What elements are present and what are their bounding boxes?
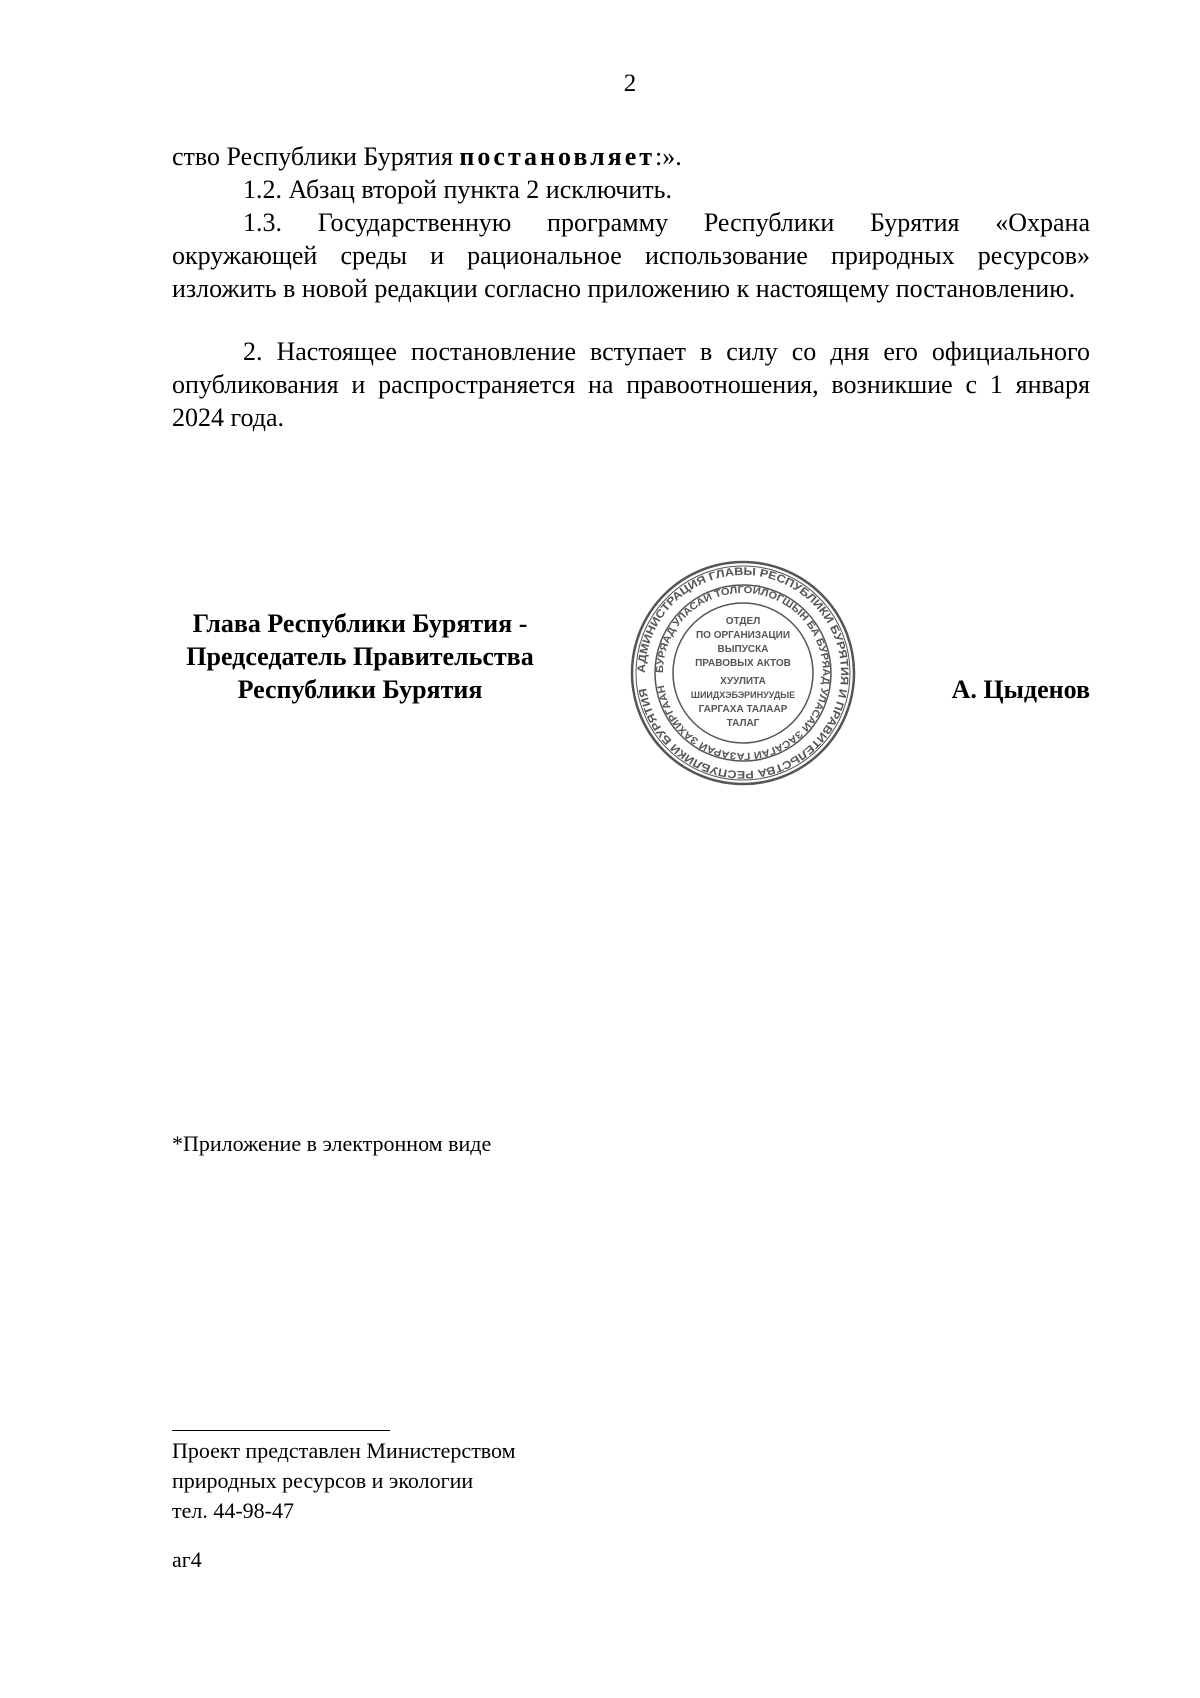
signatory-title-line: Председатель Правительства (186, 642, 534, 671)
seal-center-line: ТАЛАГ (726, 718, 760, 729)
signatory-title-line: Глава Республики Бурятия - (192, 609, 528, 638)
paragraph-continuation-suffix: :». (655, 142, 682, 171)
seal-center-line: ШИИДХЭБЭРИНУУДЫЕ (690, 690, 796, 700)
document-code: аг4 (172, 1547, 202, 1572)
seal-center-line: ВЫПУСКА (717, 644, 769, 655)
seal-center-line: ГАРГАХА ТАЛААР (698, 704, 788, 715)
seal-center-line: ПО ОРГАНИЗАЦИИ (695, 630, 791, 641)
seal-inner-textpath: БУРЯАД УЛАСАЙ ТОЛГОЙЛОГШЫН БА БУРЯАД УЛАСАЙ ЗАСАГАЙ ГАЗАРАЙ ЗАХИРГААН (654, 584, 832, 762)
paragraph-1-3: 1.3. Государственную программу Республики Бурятия «Охрана окружающей среды и рациональное использование природных ресурсов» изложить в новой редакции согласно приложению к настоящему постановлению. (172, 208, 1090, 303)
footer-note-line: тел. 44-98-47 (172, 1498, 295, 1523)
signatory-title (140, 607, 580, 706)
signatory-name: А. Цыденов (951, 675, 1090, 704)
document-body (172, 140, 1090, 434)
paragraph-2: 2. Настоящее постановление вступает в силу со дня его официального опубликования и распространяется на правоотношения, возникшие с 1 января 2024 года. (172, 337, 1090, 432)
resolves-keyword: постановляет (459, 142, 656, 171)
page-number: 2 (623, 70, 637, 97)
seal-outer-textpath: АДМИНИСТРАЦИЯ ГЛАВЫ РЕСПУБЛИКИ БУРЯТИЯ И ПРАВИТЕЛЬСТВА РЕСПУБЛИКИ БУРЯТИЯ (635, 565, 851, 781)
footer-note (172, 1436, 516, 1526)
seal-center-line: ОТДЕЛ (725, 616, 761, 627)
footer-note-line: Проект представлен Министерством (172, 1438, 516, 1463)
seal-center-line: ХУУЛИТА (720, 676, 766, 687)
signatory-title-line: Республики Бурятия (237, 675, 483, 704)
footnote-divider (172, 1430, 390, 1431)
footer-note-line: природных ресурсов и экологии (172, 1468, 474, 1493)
seal-center-line: ПРАВОВЫХ АКТОВ (695, 658, 791, 669)
paragraph-continuation (172, 140, 1090, 173)
paragraph-1-2: 1.2. Абзац второй пункта 2 исключить. (243, 175, 673, 204)
annex-note: *Приложение в электронном виде (172, 1131, 492, 1156)
official-seal (630, 560, 856, 786)
seal-outer-text (636, 566, 850, 780)
paragraph-continuation-text: ство Республики Бурятия (172, 142, 460, 171)
